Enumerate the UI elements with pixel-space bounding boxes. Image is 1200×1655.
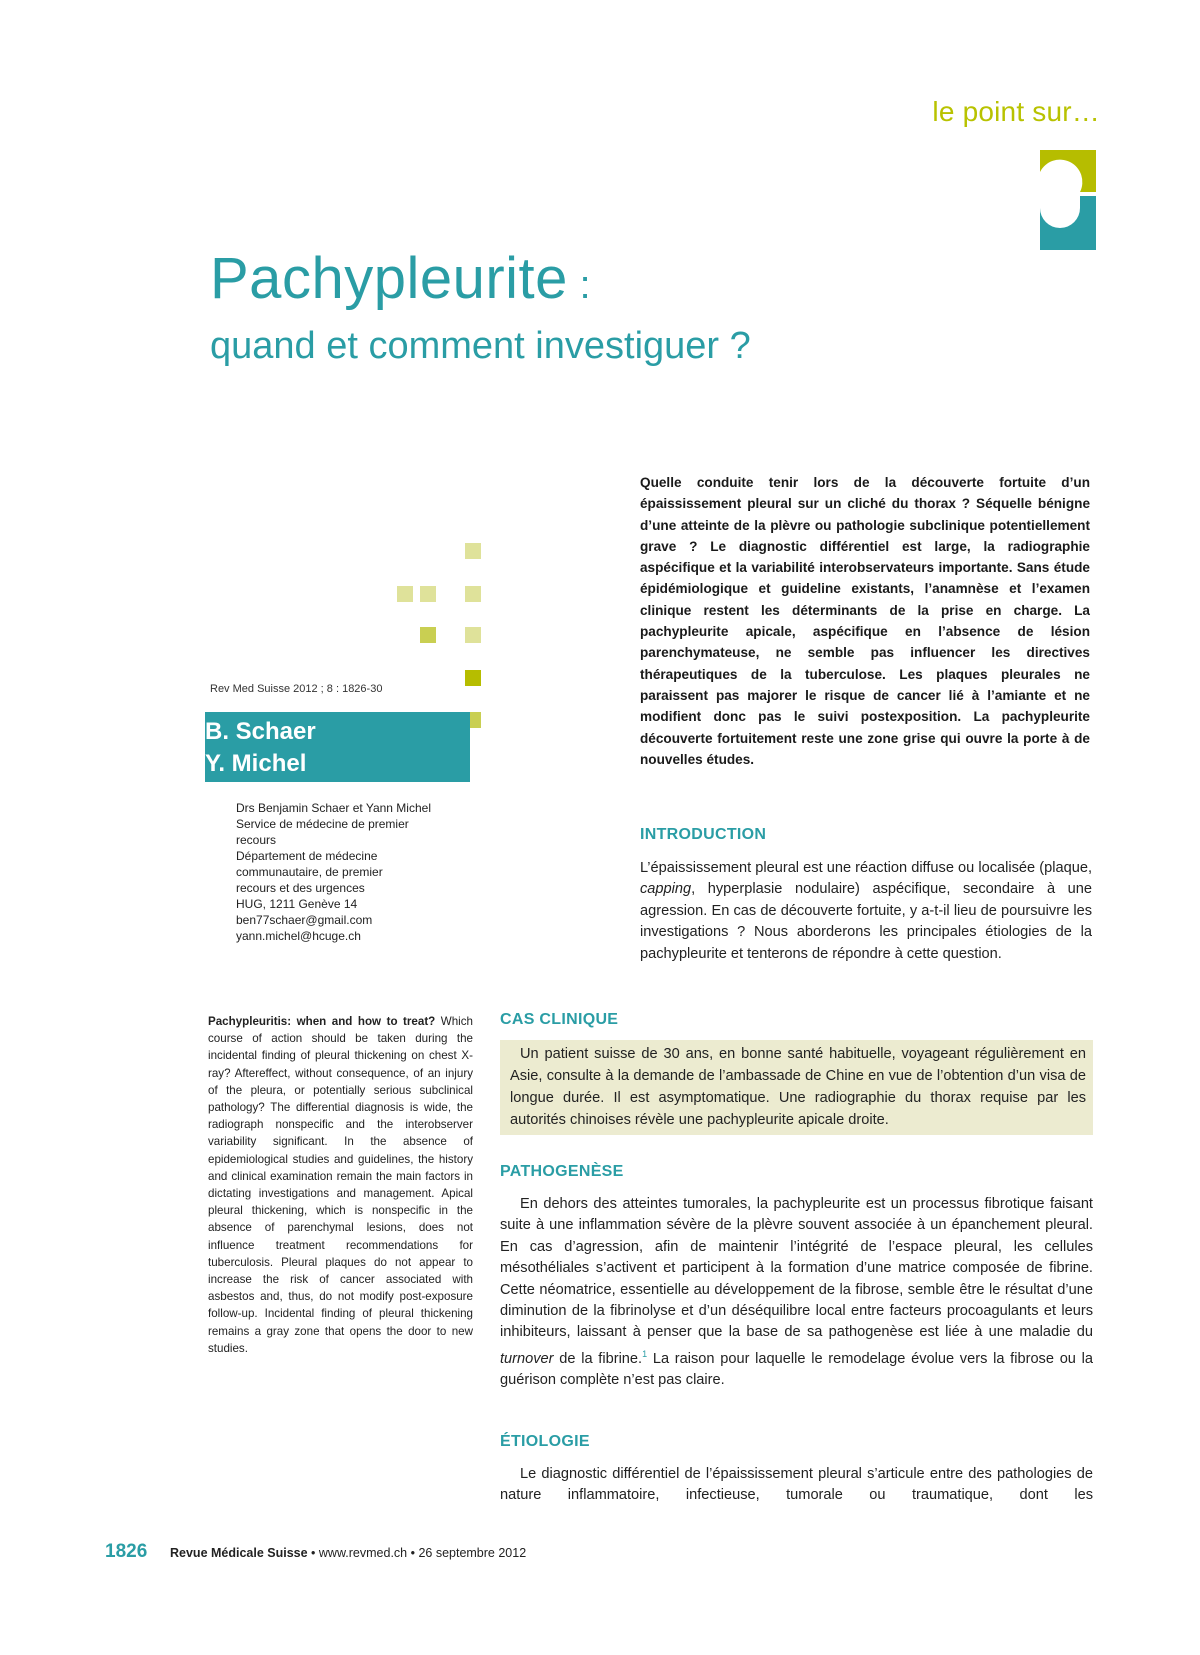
pathogenese-text-part: La raison pour laquelle le remodelage évolue vers la fibrose ou la guérison complète n’est pas claire.: [500, 1350, 1093, 1389]
author-affiliation: [236, 800, 456, 944]
footer-journal: [170, 1546, 526, 1560]
reference-link[interactable]: 1: [642, 1348, 648, 1359]
journal-logo-icon: [1040, 150, 1096, 250]
pathogenese-text-italic: turnover: [500, 1350, 554, 1367]
introduction-text-part: , hyperplasie nodulaire) aspécifique, secondaire à une agression. En cas de découverte fortuite, y a-t-il lieu de poursuivre les investigations ? Nous aborderons les principales étiologies de la pachypleurite et tenterons de répondre à cette question.: [640, 881, 1092, 962]
article-subtitle: quand et comment investiguer ?: [210, 325, 751, 367]
section-heading-pathogenese: PATHOGENÈSE: [500, 1163, 624, 1180]
pathogenese-text-part: de la fibrine.: [553, 1350, 643, 1367]
section-heading-cas-clinique: CAS CLINIQUE: [500, 1011, 619, 1028]
abstract-english-title: Pachypleuritis: when and how to treat?: [208, 1015, 436, 1028]
affiliation-line: recours: [236, 833, 277, 847]
article-title: [210, 245, 591, 312]
page-number: 1826: [105, 1541, 148, 1562]
affiliation-email[interactable]: yann.michel@hcuge.ch: [236, 929, 361, 943]
etiologie-text: Le diagnostic différentiel de l’épaississement pleural s’articule entre des pathologies de nature inflammatoire, infectieuse, tumorale ou traumatique, dont les: [500, 1466, 1093, 1504]
affiliation-line: recours et des urgences: [236, 881, 365, 895]
affiliation-email[interactable]: ben77schaer@gmail.com: [236, 913, 373, 927]
introduction-text-part: L’épaississement pleural est une réaction diffuse ou localisée (plaque,: [640, 860, 1092, 876]
pathogenese-text-part: En dehors des atteintes tumorales, la pachypleurite est un processus fibrotique faisant suite à une inflammation sévère de la plèvre souvent associée à un épanchement pleural. En cas d’agression, afin de maintenir l’intégrité de l’espace pleural, les cellules mésothéliales s’activent et participent à la formation d’une matrice composée de fibrine. Cette néomatrice, essentielle au développement de la fibrose, semble être le résultat d’une diminution de la fibrinolyse et d’un déséquilibre local entre facteurs procoagulants et leurs inhibiteurs, laissant à penser que la base de sa pathogenèse est liée à une maladie du: [500, 1196, 1093, 1341]
title-main-text: Pachypleurite: [210, 246, 568, 311]
title-colon: :: [567, 263, 592, 307]
introduction-text: [640, 858, 1092, 965]
journal-name: Revue Médicale Suisse: [170, 1546, 308, 1560]
author-name: B. Schaer: [205, 718, 316, 745]
affiliation-line: HUG, 1211 Genève 14: [236, 897, 358, 911]
author-name: Y. Michel: [205, 750, 307, 777]
case-text: Un patient suisse de 30 ans, en bonne santé habituelle, voyageant régulièrement en Asie, consulte à la demande de l’ambassade de Chine en vue de l’obtention d’un visa de longue durée. Il est asymptomatique. Une radiographie du thorax requise par les autorités chinoises révèle une pachypleurite apicale droite.: [510, 1046, 1086, 1128]
pathogenese-text: [500, 1194, 1093, 1392]
article-citation: Rev Med Suisse 2012 ; 8 : 1826-30: [210, 683, 383, 695]
abstract-english: [208, 1013, 473, 1357]
section-tag: le point sur…: [932, 96, 1100, 127]
introduction-text-italic: capping: [640, 881, 692, 898]
affiliation-line: communautaire, de premier: [236, 865, 383, 879]
section-heading-introduction: INTRODUCTION: [640, 826, 767, 843]
affiliation-line: Département de médecine: [236, 849, 378, 863]
affiliation-line: Service de médecine de premier: [236, 817, 409, 831]
abstract-french: Quelle conduite tenir lors de la découverte fortuite d’un épaississement pleural sur un cliché du thorax ? Séquelle bénigne d’une atteinte de la plèvre ou pathologie subclinique potentiellement grave ? Le diagnostic différentiel est large, la radiographie aspécifique et la variabilité interobservateurs importante. Sans étude épidémiologique et guideline existants, l’anamnèse et l’examen clinique restent les déterminants de la prise en charge. La pachypleurite apicale, aspécifique en l’absence de lésion parenchymateuse, ne semble pas influencer les directives thérapeutiques de la tuberculose. Les plaques pleurales ne paraissent pas majorer le risque de cancer lié à l’amiante et ne modifient donc pas le suivi postexposition. La pachypleurite découverte fortuitement reste une zone grise qui ouvre la porte à de nouvelles études.: [640, 475, 1090, 767]
footer-rest: • www.revmed.ch • 26 septembre 2012: [307, 1546, 527, 1560]
affiliation-line: Drs Benjamin Schaer et Yann Michel: [236, 801, 431, 815]
abstract-english-text: Which course of action should be taken during the incidental finding of pleural thickening on chest X-ray? Aftereffect, without consequence, of an injury of the pleura, or potentially serious subclinical pathology? The differential diagnosis is wide, the radiograph nonspecific and the interobserver variability significant. In the absence of epidemiological studies and guidelines, the history and clinical examination remain the main factors in dictating investigations and management. Apical pleural thickening, which is nonspecific in the absence of parenchymal lesions, does not influence treatment recommendations for tuberculosis. Pleural plaques do not appear to increase the risk of cancer associated with asbestos and, thus, do not modify post-exposure follow-up. Incidental finding of pleural thickening remains a gray zone that opens the door to new studies.: [208, 1015, 473, 1355]
section-heading-etiologie: ÉTIOLOGIE: [500, 1433, 590, 1450]
